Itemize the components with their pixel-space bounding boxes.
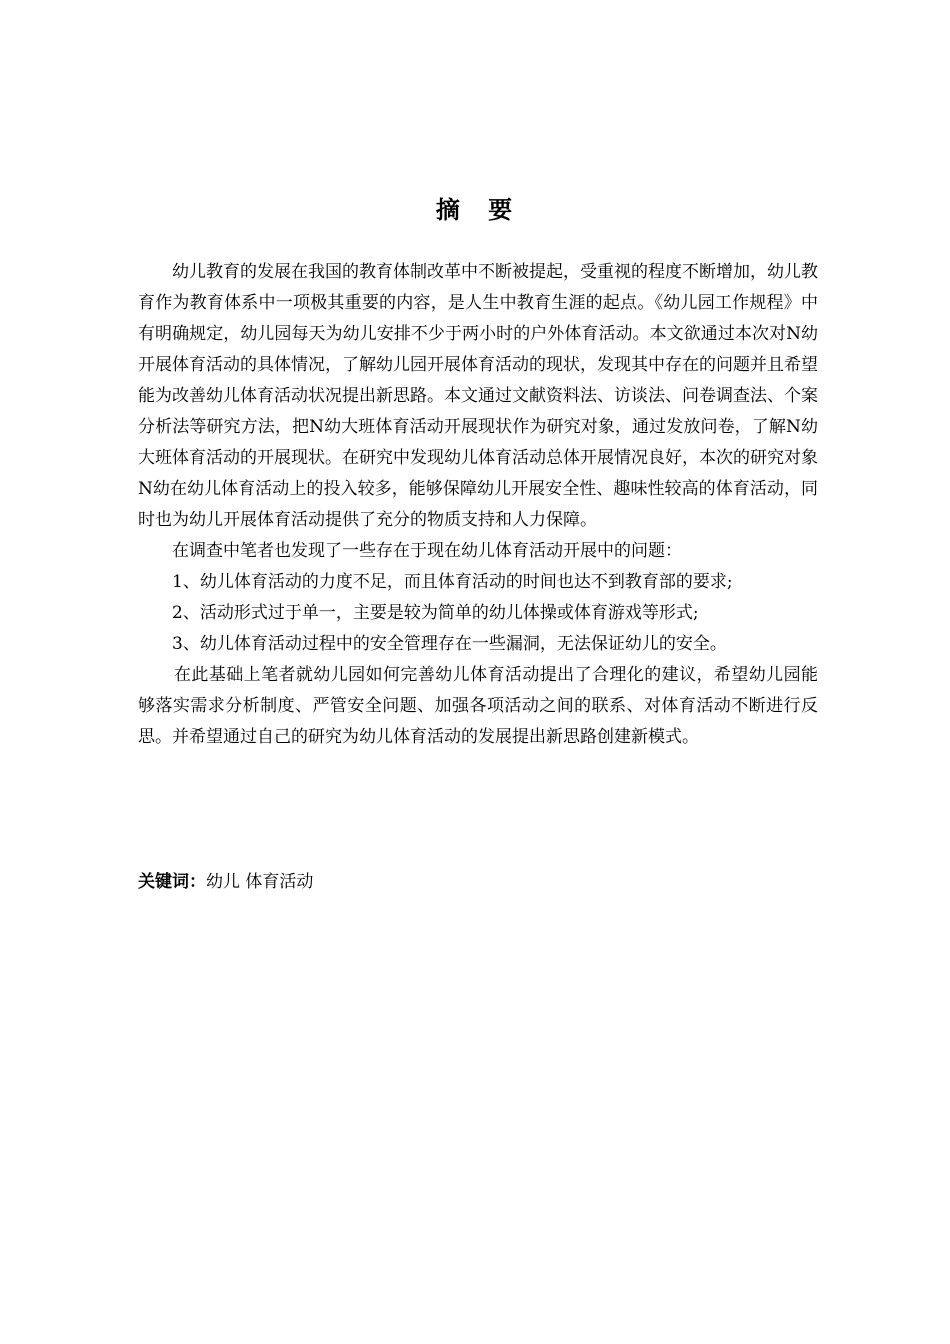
keywords-label: 关键词：	[138, 872, 206, 892]
abstract-paragraph: 在调查中笔者也发现了一些存在于现在幼儿体育活动开展中的问题：	[172, 541, 682, 561]
problem-item: 3、幼儿体育活动过程中的安全管理存在一些漏洞，无法保证幼儿的安全。	[172, 634, 727, 654]
problem-item: 1、幼儿体育活动的力度不足，而且体育活动的时间也达不到教育部的要求;	[172, 572, 733, 592]
abstract-title: 摘 要	[435, 196, 523, 224]
abstract-paragraph: 幼儿教育的发展在我国的教育体制改革中不断被提起，受重视的程度不断增加，幼儿教育作为教育体系中一项极其重要的内容，是人生中教育生涯的起点。《幼儿园工作规程》中有明确规定，幼儿园每天为幼儿安排不少于两小时的户外体育活动。本文欲通过本次对N幼开展体育活动的具体情况，了解幼儿园开展体育活动的现状，发现其中存在的问题并且希望能为改善幼儿体育活动状况提出新思路。本文通过文献资料法、访谈法、问卷调查法、个案分析法等研究方法，把N幼大班体育活动开展现状作为研究对象，通过发放问卷，了解N幼大班体育活动的开展现状。在研究中发现幼儿体育活动总体开展情况良好，本次的研究对象N幼在幼儿体育活动上的投入较多，能够保障幼儿开展安全性、趣味性较高的体育活动，同时也为幼儿开展体育活动提供了充分的物质支持和人力保障。	[138, 262, 818, 530]
problem-item: 2、活动形式过于单一，主要是较为简单的幼儿体操或体育游戏等形式;	[172, 603, 699, 623]
abstract-paragraph: 在此基础上笔者就幼儿园如何完善幼儿体育活动提出了合理化的建议，希望幼儿园能够落实需求分析制度、严管安全问题、加强各项活动之间的联系、对体育活动不断进行反思。并希望通过自己的研究为幼儿体育活动的发展提出新思路创建新模式。	[138, 665, 818, 747]
keywords-value: 幼儿 体育活动	[206, 872, 314, 892]
keywords-line	[138, 867, 818, 898]
abstract-body	[138, 257, 818, 753]
